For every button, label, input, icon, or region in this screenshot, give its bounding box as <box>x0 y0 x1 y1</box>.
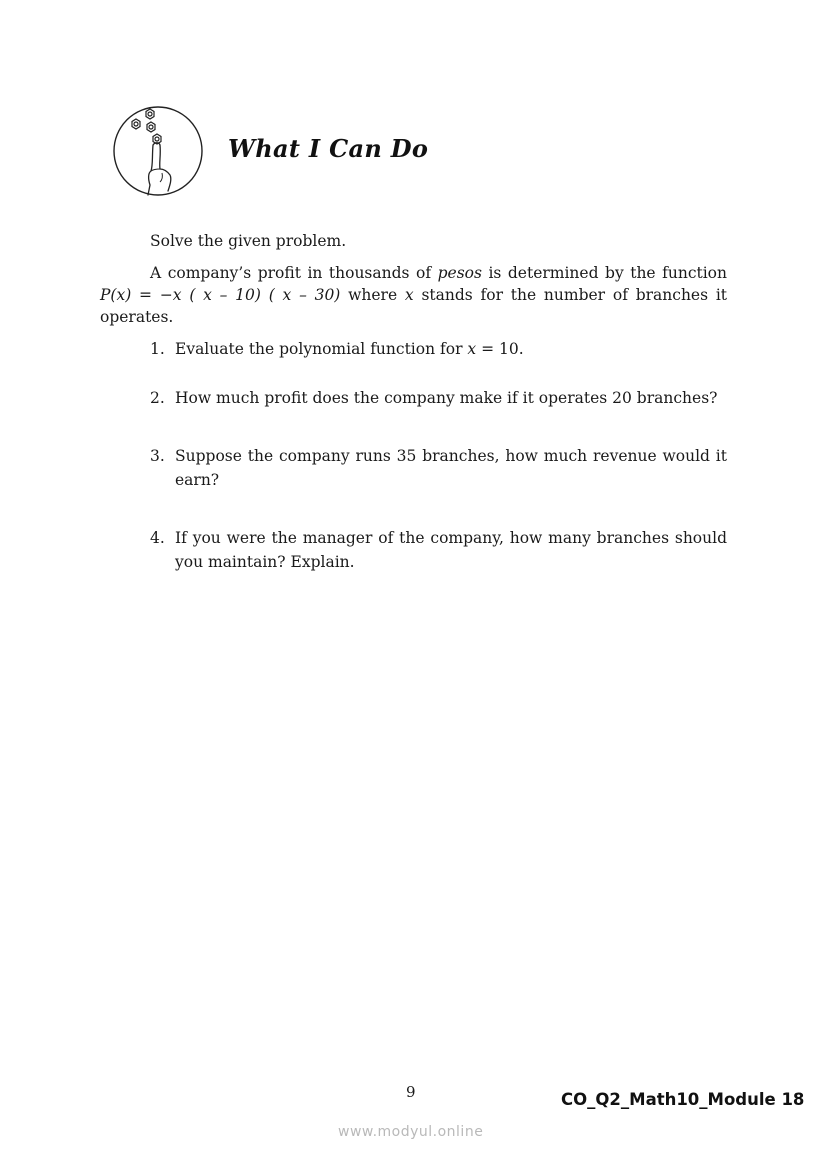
question-2: 2. How much profit does the company make if it operates 20 branches? <box>150 389 718 407</box>
section-title: What I Can Do <box>228 134 429 163</box>
instruction-text: Solve the given problem. <box>150 232 347 250</box>
question-1: 1. Evaluate the polynomial function for x = 10. <box>150 340 524 358</box>
question-4: 4. If you were the manager of the company, how many branches should you maintain? Explain. <box>150 529 727 571</box>
module-code: CO_Q2_Math10_Module 18 <box>561 1090 805 1109</box>
problem-statement: A company’s profit in thousands of pesos is determined by the function P(x) = −x ( x – 10) ( x – 30) where x stands for the number of branches it operates. <box>100 264 728 326</box>
question-3: 3. Suppose the company runs 35 branches, how much revenue would it earn? <box>150 447 727 489</box>
page-number: 9 <box>406 1083 416 1101</box>
hand-gears-icon <box>112 105 204 197</box>
watermark: www.modyul.online <box>338 1124 484 1140</box>
